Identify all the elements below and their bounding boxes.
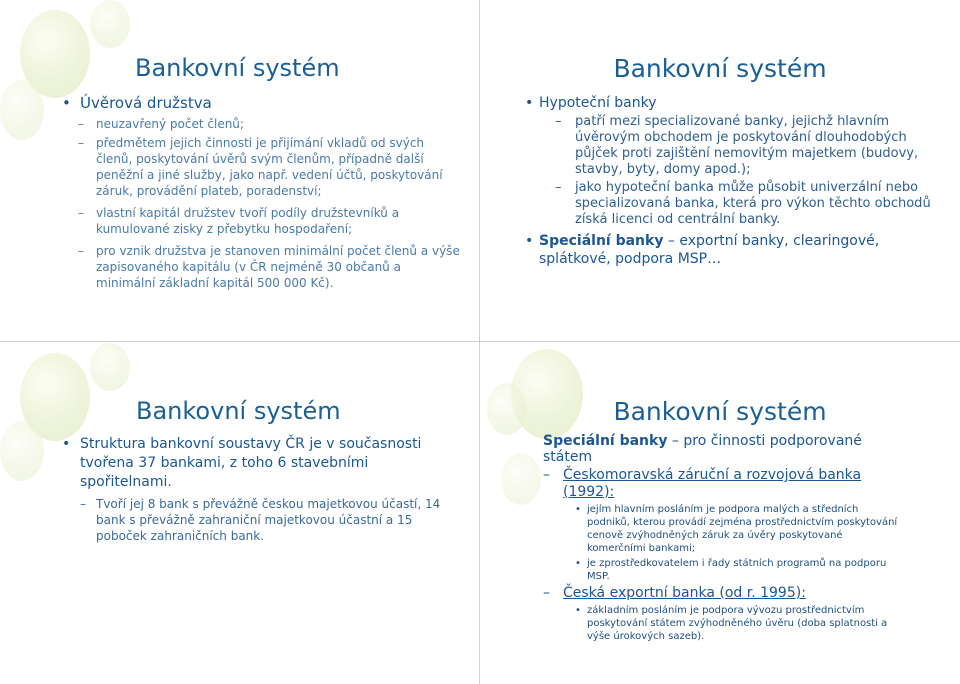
balloon-decoration xyxy=(0,80,44,140)
bullet-icon: • xyxy=(525,233,534,249)
sub-item xyxy=(62,205,462,237)
slide-title: Bankovní systém xyxy=(613,397,827,426)
bullet-heading xyxy=(62,435,442,492)
dash-icon: – xyxy=(78,206,84,220)
heading-line xyxy=(543,433,903,465)
slide-3 xyxy=(0,343,478,683)
sub-item-text: patří mezi specializované banky, jejichž hlavním úvěrovým obchodem je poskytování dlouhodobých půjček proti zajištění nemovitým majetkem (budovy, stavby, byty, domy apod.); xyxy=(575,114,919,177)
bullet-heading xyxy=(62,94,462,113)
group-item xyxy=(543,604,903,643)
group-label xyxy=(543,585,903,602)
bullet-icon: • xyxy=(62,436,71,452)
group-item-text: je zprostředkovatelem i řady státních programů na podporu MSP. xyxy=(587,558,887,582)
heading-bold-text: Speciální banky xyxy=(539,233,664,249)
group-item xyxy=(543,557,903,583)
slide-title: Bankovní systém xyxy=(135,54,340,82)
slide-title: Bankovní systém xyxy=(613,54,827,83)
group-label-text: Česká exportní banka (od r. 1995): xyxy=(563,585,806,601)
sub-item xyxy=(62,116,462,132)
group-item xyxy=(543,503,903,555)
sub-item-text: Tvoří jej 8 bank s převážně českou majetkovou účastí, 14 bank s převážně zahraniční majetkovou účastní a 15 poboček zahraničních bank. xyxy=(96,497,441,543)
slide-content xyxy=(525,94,945,268)
balloon-decoration xyxy=(501,453,541,505)
group-label-text: Českomoravská záruční a rozvojová banka (1992): xyxy=(563,467,862,500)
dash-icon: – xyxy=(78,117,84,131)
heading-text: Hypoteční banky xyxy=(539,95,657,111)
dash-icon: – xyxy=(78,244,84,258)
sub-item xyxy=(525,180,945,228)
heading-rest-text: – exportní banky, clearingové, splátkové, podpora MSP… xyxy=(539,233,880,267)
slide-title: Bankovní systém xyxy=(136,397,341,425)
sub-item-text: vlastní kapitál družstev tvoří podíly družstevníků a kumulované zisky z přebytku hospodaření; xyxy=(96,206,400,236)
sub-item-text: neuzavřený počet členů; xyxy=(96,117,244,131)
dash-icon: – xyxy=(555,180,562,195)
sub-item xyxy=(62,135,462,199)
bullet-heading xyxy=(525,232,945,268)
group-item-text: jejím hlavním posláním je podpora malých a středních podniků, kterou provádí zejména prostřednictvím poskytování cenově zvýhodněných záruk za úvěry poskytované komerčními bankami; xyxy=(587,504,898,554)
heading-bold-text: Speciální banky xyxy=(543,433,668,449)
bullet-icon: • xyxy=(575,504,581,515)
dash-icon: – xyxy=(80,497,86,511)
dash-icon: – xyxy=(78,136,84,150)
sub-item-text: pro vznik družstva je stanoven minimální počet členů a výše zapisovaného kapitálu (v ČR nejméně 30 občanů a minimální základní kapitál 500 000 Kč). xyxy=(96,244,460,290)
bullet-heading xyxy=(525,94,945,112)
dash-icon: – xyxy=(543,467,550,483)
balloon-decoration xyxy=(90,0,130,48)
bullet-icon: • xyxy=(575,558,581,569)
balloon-decoration xyxy=(0,421,44,481)
bullet-icon: • xyxy=(525,95,534,111)
slide-content xyxy=(543,433,903,643)
sub-item xyxy=(525,114,945,178)
dash-icon: – xyxy=(555,114,562,129)
sub-item xyxy=(62,243,462,291)
horizontal-divider xyxy=(0,341,960,342)
bullet-icon: • xyxy=(62,94,71,112)
heading-rest-text: – pro činnosti podporované státem xyxy=(543,433,862,465)
slide-content xyxy=(62,435,442,544)
vertical-divider xyxy=(479,0,480,684)
sub-item-text: jako hypoteční banka může působit univerzální nebo specializovaná banka, která pro výkon těchto obchodů získá licenci od centrální banky. xyxy=(575,180,931,227)
slide-2 xyxy=(481,0,959,340)
group-label xyxy=(543,467,903,501)
dash-icon: – xyxy=(543,585,550,601)
balloon-decoration xyxy=(90,343,130,391)
slide-4 xyxy=(481,343,959,683)
group-item-text: základním posláním je podpora vývozu prostřednictvím poskytování státem zvýhodněného úvěru (doba splatnosti a výše úrokových sazeb). xyxy=(587,605,888,642)
heading-text: Úvěrová družstva xyxy=(80,94,212,112)
slide-1 xyxy=(0,0,478,340)
sub-item-text: předmětem jejich činnosti je přijímání vkladů od svých členů, poskytování úvěrů svým členům, případně další peněžní a jiné služby, jako např. vedení účtů, poskytování záruk, provádění plateb, poradenství; xyxy=(96,136,443,198)
slide-content xyxy=(62,94,462,291)
heading-text: Struktura bankovní soustavy ČR je v současnosti tvořena 37 bankami, z toho 6 stavebními spořitelnami. xyxy=(80,436,422,490)
bullet-icon: • xyxy=(575,605,581,616)
sub-item xyxy=(62,496,442,544)
